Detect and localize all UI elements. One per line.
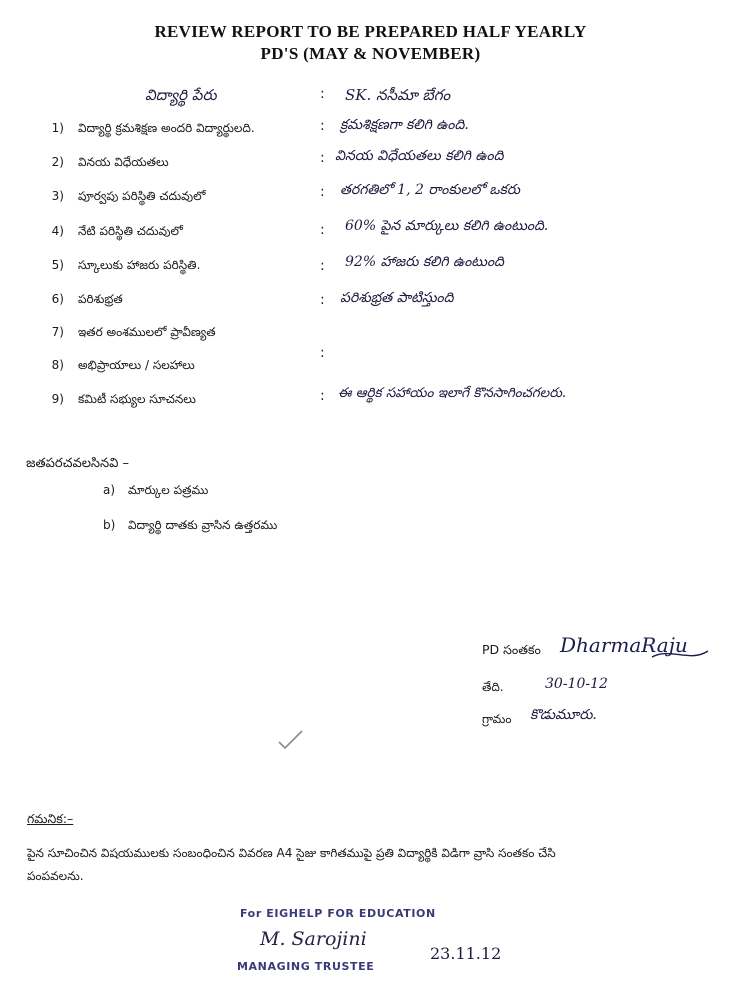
item-label: స్కూలుకు హాజరు పరిస్థితి. [78,258,201,272]
trustee-signature: M. Sarojini [260,928,367,950]
item-label: వినయ విధేయతలు [78,155,169,169]
village-label: గ్రామం [482,712,512,726]
colon: : [320,184,325,200]
report-title-line2: PD'S (MAY & NOVEMBER) [260,44,481,63]
item-value: క్రమశిక్షణగా కలిగి ఉంది. [340,117,469,133]
report-title-line1: REVIEW REPORT TO BE PREPARED HALF YEARLY [154,22,587,41]
pd-signature-label: PD సంతకం [482,642,541,657]
item-number: 1) [51,121,64,135]
item-label: పూర్వపు పరిస్థితి చదువులో [78,189,206,203]
note-body-line1: పైన సూచించిన విషయములకు సంబంధించిన వివరణ A4 సైజు కాగితముపై ప్రతి విద్యార్థికి విడిగా వ్రాసి సంతకం చేసి [27,846,556,860]
colon: : [320,388,325,404]
stamp-org-line: For EIGHELP FOR EDUCATION [240,907,436,920]
date-value: 30-10-12 [545,676,608,692]
item-label: ఇతర అంశములలో ప్రావీణ్యత [78,325,216,339]
item-value: ఈ ఆర్థిక సహాయం ఇలాగే కొనసాగించగలరు. [338,385,567,401]
attachment-item: విద్యార్థి దాతకు వ్రాసిన ఉత్తరము [128,518,278,532]
item-value: తరగతిలో 1, 2 రాంకులలో ఒకరు [340,182,521,198]
item-number: 9) [51,392,64,406]
item-label: నేటి పరిస్థితి చదువులో [78,224,183,238]
attachment-item: మార్కుల పత్రము [128,483,209,497]
item-label: పరిశుభ్రత [78,292,123,306]
signature-flourish [650,645,710,665]
colon: : [320,222,325,238]
item-label: విద్యార్థి క్రమశిక్షణ అందరి విద్యార్థులది. [78,121,255,135]
colon: : [320,86,325,102]
check-mark-icon [276,728,306,752]
note-body-line2: పంపవలను. [27,869,84,883]
item-value: 60% పైన మార్కులు కలిగి ఉంటుంది. [345,218,549,234]
student-name-label: విద్యార్థి పేరు [145,86,217,104]
item-number: 7) [51,325,64,339]
pd-signature: DharmaRaju [560,633,688,657]
item-number: 2) [51,155,64,169]
item-number: 5) [51,258,64,272]
item-number: 6) [51,292,64,306]
item-value: పరిశుభ్రత పాటిస్తుంది [340,290,454,306]
item-value: 92% హాజరు కలిగి ఉంటుంది [345,254,504,270]
colon: : [320,258,325,274]
item-number: 4) [51,224,64,238]
item-label: కమిటీ సభ్యుల సూచనలు [78,392,196,406]
attachment-letter: b) [103,518,116,532]
date-label: తేది. [482,680,504,694]
colon: : [320,292,325,308]
item-number: 3) [51,189,64,203]
stamp-date: 23.11.12 [430,944,502,963]
stamp-role: MANAGING TRUSTEE [237,960,375,973]
item-number: 8) [51,358,64,372]
village-value: కొడుమూరు. [530,707,597,723]
colon: : [320,118,325,134]
colon: : [320,345,325,361]
item-value: వినయ విధేయతలు కలిగి ఉంది [335,148,504,164]
attachments-heading: జతపరచవలసినవి – [26,456,130,471]
attachment-letter: a) [103,483,116,497]
student-name-value: SK. నసీమా బేగం [345,86,451,104]
note-heading: గమనిక:– [27,811,74,826]
item-label: అభిప్రాయాలు / సలహాలు [78,358,195,372]
colon: : [320,150,325,166]
